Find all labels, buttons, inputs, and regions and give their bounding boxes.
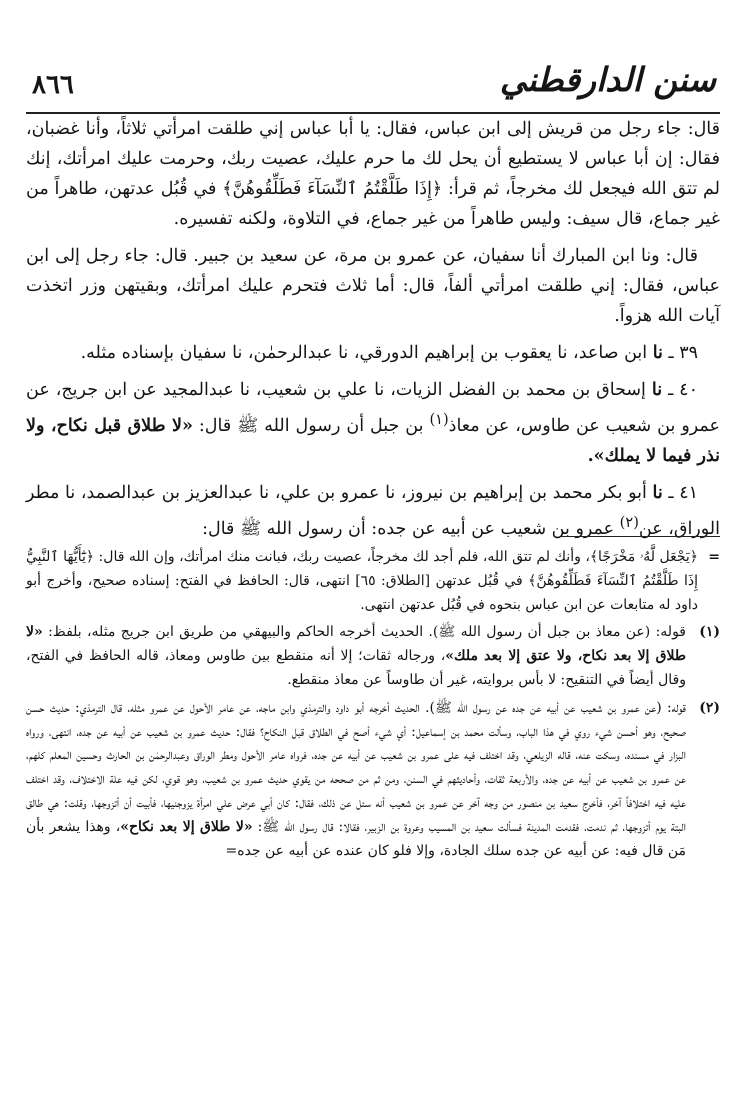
footnote-text	[26, 621, 686, 692]
hadith-quote: «لا طلاق قبل نكاح، ولا نذر فيما لا يملك».	[26, 415, 720, 466]
hadith-text: إسحاق بن محمد بن الفضل الزيات، نا علي بن شعيب، نا عبدالمجيد عن ابن جريج، عن عمرو بن شعيب عن طاوس، عن معاذ	[26, 380, 720, 436]
book-title: سنن الدارقطني	[499, 60, 716, 99]
footnote-text-part: ، ورجاله ثقات؛ إلا أنه منقطع بين طاوس ومعاذ، قاله الحافظ في الفتح، وقال أيضاً في التنقيح: لا بأس بروايته، غير أن طاوساً عن معاذ منقطع.	[26, 648, 686, 688]
footnote-text	[26, 697, 686, 864]
footnote-continuation	[26, 546, 720, 617]
footnote-2	[26, 697, 720, 864]
hadith-number: ٣٩ ـ	[668, 343, 698, 363]
hadith-entry	[26, 478, 720, 544]
narration-word: نا	[652, 343, 663, 363]
page-header	[26, 52, 720, 114]
footnote-text: ﴿يَجْعَل لَّهُۥ مَخْرَجًا﴾، وأنك لم تتق الله، فلم أجد لك مخرجاً، عصيت ربك، فبانت منك امرأتك، وإن الله قال: ﴿يَٰٓأَيُّهَا ٱلنَّبِيُّ إِذَا طَلَّقْتُمُ ٱلنِّسَآءَ فَطَلِّقُوهُنَّ﴾ في قُبُل عدتهن [الطلاق: ٦٥] انتهى، قال: الحافظ في الفتح: إسناده صحيح، وأخرج أبو داود له متابعات عن ابن عباس بنحوه في قُبُل عدتهن انتهى.	[26, 549, 698, 613]
paragraph	[26, 114, 720, 234]
footnote-text-part: ، وهذا يشعر بأن مَن قال فيه: عن أبيه عن جده سلك الجادة، وإلا فلو كان عنده عن أبيه عن جده=	[26, 818, 686, 859]
hadith-text: ابن صاعد، نا يعقوب بن إبراهيم الدورقي، نا عبدالرحمٰن، نا سفيان بإسناده مثله.	[80, 343, 653, 363]
narration-word: نا	[651, 380, 663, 400]
hadith-text: بن جبل أن رسول الله ﷺ قال:	[192, 415, 430, 436]
quran-verse: ﴿إِذَا طَلَّقْتُمُ ٱلنِّسَآءَ فَطَلِّقُوهُنَّ﴾	[222, 179, 443, 199]
footnote-ref[interactable]: (١)	[429, 411, 449, 428]
footnotes	[26, 546, 720, 867]
footnote-text-part: قوله: (عن معاذ بن جبل أن رسول الله ﷺ). الحديث أخرجه الحاكم والبيهقي من طريق ابن جريج مثله، بلفظ:	[42, 624, 687, 641]
footnote-ref[interactable]: (٢)	[619, 513, 639, 531]
hadith-quote: «لا طلاق إلا بعد نكاح»	[120, 818, 253, 835]
narration-word: نا	[652, 482, 663, 503]
paragraph-text: قال: جاء رجل من قريش إلى ابن عباس، فقال: يا أبا عباس إني طلقت امرأتي ثلاثاً، وأنا غضبان، فقال: إن أبا عباس لا يستطيع أن يحل لك ما حرم عليك، عصيت ربك، وحرمت عليك امرأتك، إنك لم تتق الله فيجعل لك مخرجاً، ثم قرأ:	[26, 119, 721, 199]
footnote-divider	[560, 536, 720, 537]
continuation-mark: =	[708, 549, 720, 565]
footnote-marker: (١)	[699, 624, 720, 641]
footnote-text-part: قوله: (عن عمرو بن شعيب عن أبيه عن جده عن رسول الله ﷺ). الحديث أخرجه أبو داود والترمذي وابن ماجه، عن عامر الأحول عن عمرو مثله، قال الترمذي: حديث حسن صحيح، وهو أحسن شيء روي في هذا الباب، وسألت محمد بن إسماعيل: أي شيء أصح في الطلاق قبل النكاح؟ فقال: حديث عمرو بن شعيب عن أبيه عن جده، انتهى، ورواه البزار في مسنده، وسكت عنه، قاله الزيلعي، وقد اختلف فيه على عمرو بن شعيب عن أبيه عن جده، فرواه عامر الأحول ومطر الوراق وعبدالرحمٰن بن الحارث وحسين المعلم كلهم، عن عمرو بن شعيب عن أبيه عن جده، والأربعة ثقات، وأحاديثهم في السنن، ومن ثم من صححه من يقوي حديث عمرو بن شعيب، وهو قوي، لكن فيه علة الاختلاف، وقد اختلف عليه فيه اختلافاً آخر، فأخرج سعيد بن منصور من وجه آخر عن عمرو بن شعيب أنه سئل عن ذلك، فقال: كان أبي عرض علي امرأة يزوجنيها، فأبيت أن أتزوجها، وقلت: هي طالق البتة يوم أتزوجها، ثم ندمت، فقدمت المدينة فسألت سعيد بن المسيب وعروة بن الزبير، فقالا: قال رسول الله ﷺ:	[26, 699, 686, 835]
hadith-number: ٤٠ ـ	[668, 380, 698, 400]
main-text	[26, 114, 720, 551]
hadith-entry	[26, 375, 720, 471]
hadith-text: عمرو بن شعيب عن أبيه عن جده: أن رسول الله ﷺ قال:	[202, 518, 620, 539]
footnote-1	[26, 621, 720, 692]
paragraph: قال: ونا ابن المبارك أنا سفيان، عن عمرو بن مرة، عن سعيد بن جبير. قال: جاء رجل إلى ابن عباس، فقال: إني طلقت امرأتي ألفاً، قال: أما ثلاث فتحرم عليك امرأتك، وبقيتهن وزر اتخذت آيات الله هزواً.	[26, 246, 720, 326]
paragraph-text: في قُبُل عدتهن، طاهراً من غير جماع، قال سيف: وليس طاهراً من غير جماع، في التلاوة، ولكنه تفسيره.	[26, 179, 720, 229]
footnote-marker: (٢)	[699, 699, 720, 716]
page-number: ٨٦٦	[32, 70, 74, 100]
hadith-quote: «لا طلاق إلا بعد نكاح، ولا عتق إلا بعد ملك»	[26, 624, 686, 665]
hadith-number: ٤١ ـ	[668, 482, 698, 503]
hadith-text: أبو بكر محمد بن إبراهيم بن نيروز، نا عمرو بن علي، نا عبدالعزيز بن عبدالصمد، نا مطر الوراق، عن	[26, 482, 720, 539]
hadith-entry	[26, 338, 720, 368]
